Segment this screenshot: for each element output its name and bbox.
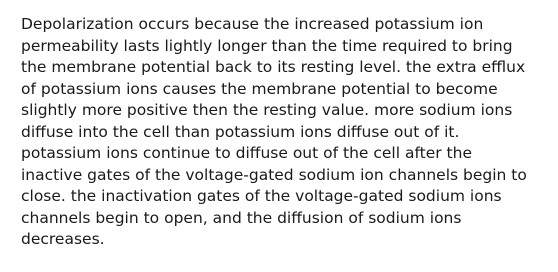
text-line: Depolarization occurs because the increased potassium ion (21, 15, 484, 33)
text-line: the membrane potential back to its resting level. the extra efflux (21, 58, 526, 76)
text-line: channels begin to open, and the diffusion of sodium ions (21, 208, 462, 227)
text-line: close. the inactivation gates of the voltage-gated sodium ions (21, 187, 502, 205)
text-line: slightly more positive then the resting value. more sodium ions (21, 101, 513, 119)
text-line: inactive gates of the voltage-gated sodium ion channels begin to (21, 165, 527, 184)
text-line: of potassium ions causes the membrane potential to become (21, 79, 498, 98)
text-line: potassium ions continue to diffuse out of the cell after the (21, 144, 472, 162)
answer-text (21, 14, 551, 251)
text-line: decreases. (21, 230, 105, 248)
text-line: diffuse into the cell than potassium ions diffuse out of it. (21, 122, 460, 141)
text-line: permeability lasts lightly longer than the time required to bring (21, 36, 513, 55)
